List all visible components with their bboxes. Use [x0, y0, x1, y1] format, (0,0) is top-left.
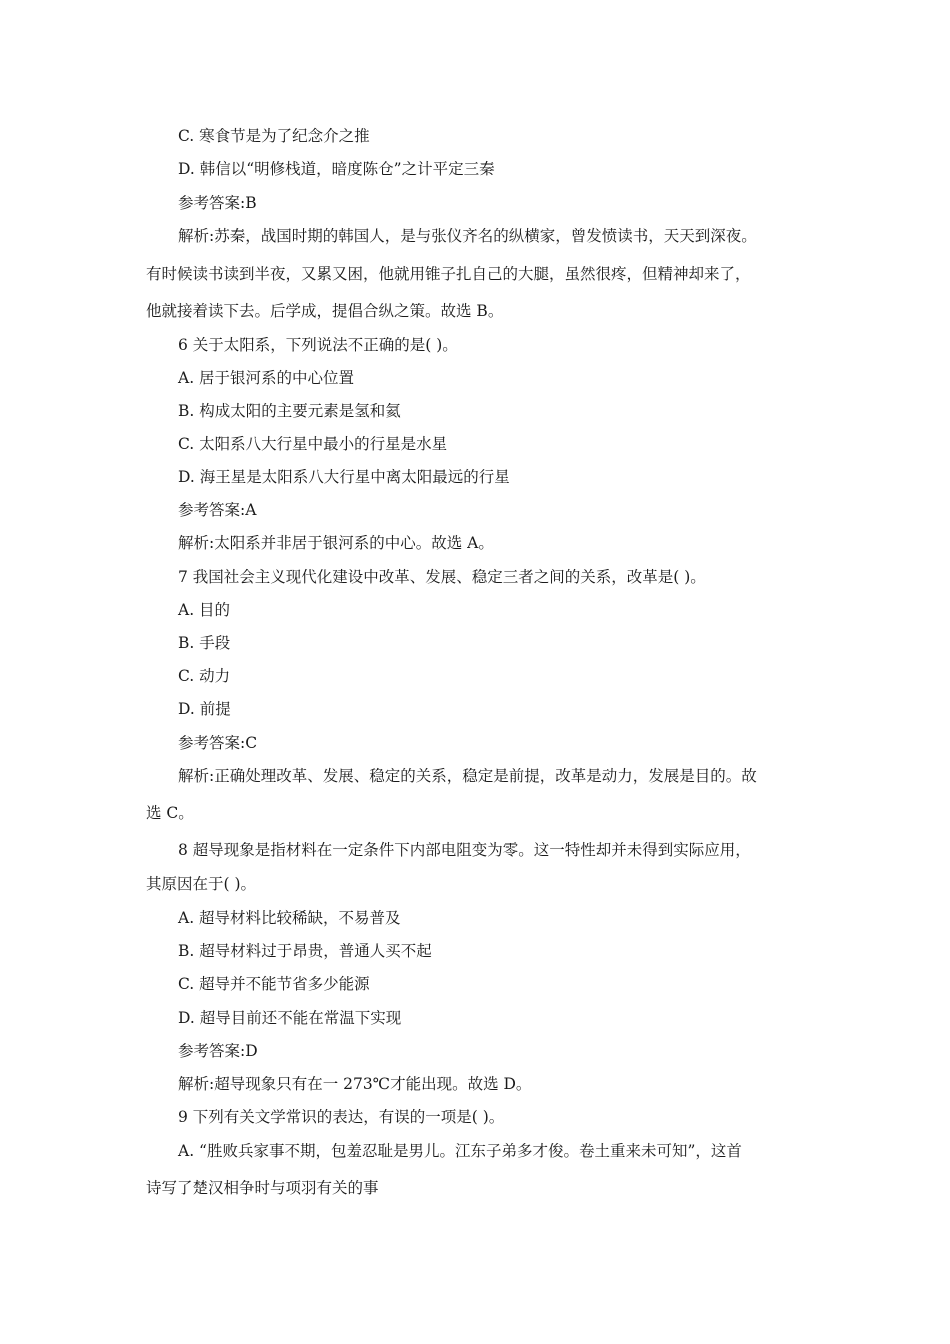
q8-stem-line-2: 其原因在于( )。	[146, 875, 257, 893]
q8-stem-line-1: 8 超导现象是指材料在一定条件下内部电阻变为零。这一特性却并未得到实际应用，	[178, 841, 751, 859]
q7-analysis-line-1: 解析:正确处理改革、发展、稳定的关系，稳定是前提，改革是动力，发展是目的。故	[178, 767, 757, 785]
q7-stem: 7 我国社会主义现代化建设中改革、发展、稳定三者之间的关系，改革是( )。	[178, 568, 706, 586]
q8-option-c: C. 超导并不能节省多少能源	[178, 975, 370, 993]
q5-analysis-line-2: 有时候读书读到半夜，又累又困，他就用锥子扎自己的大腿，虽然很疼，但精神却来了，	[146, 265, 751, 283]
q7-option-d: D. 前提	[178, 700, 231, 718]
q8-analysis: 解析:超导现象只有在一 273℃才能出现。故选 D。	[178, 1075, 532, 1093]
q6-option-c: C. 太阳系八大行星中最小的行星是水星	[178, 435, 448, 453]
q6-option-a: A. 居于银河系的中心位置	[178, 369, 355, 387]
q5-analysis-line-1: 解析:苏秦，战国时期的韩国人，是与张仪齐名的纵横家，曾发愤读书，天天到深夜。	[178, 227, 757, 245]
q6-option-b: B. 构成太阳的主要元素是氢和氦	[178, 402, 401, 420]
q7-option-c: C. 动力	[178, 667, 231, 685]
q7-option-a: A. 目的	[178, 601, 231, 619]
q8-answer: 参考答案:D	[178, 1042, 258, 1060]
q5-option-c: C. 寒食节是为了纪念介之推	[178, 127, 370, 145]
q8-option-d: D. 超导目前还不能在常温下实现	[178, 1009, 402, 1027]
q5-option-d: D. 韩信以“明修栈道，暗度陈仓”之计平定三秦	[178, 160, 495, 178]
q6-analysis: 解析:太阳系并非居于银河系的中心。故选 A。	[178, 534, 494, 552]
q7-option-b: B. 手段	[178, 634, 231, 652]
q6-option-d: D. 海王星是太阳系八大行星中离太阳最远的行星	[178, 468, 510, 486]
q6-answer: 参考答案:A	[178, 501, 257, 519]
q8-option-a: A. 超导材料比较稀缺，不易普及	[178, 909, 401, 927]
q5-analysis-line-3: 他就接着读下去。后学成，提倡合纵之策。故选 B。	[146, 302, 504, 320]
q7-analysis-line-2: 选 C。	[146, 804, 194, 822]
q7-answer: 参考答案:C	[178, 734, 258, 752]
q9-stem: 9 下列有关文学常识的表达，有误的一项是( )。	[178, 1108, 505, 1126]
q8-option-b: B. 超导材料过于昂贵，普通人买不起	[178, 942, 432, 960]
q5-answer: 参考答案:B	[178, 194, 257, 212]
q6-stem: 6 关于太阳系，下列说法不正确的是( )。	[178, 336, 458, 354]
q9-option-a-line-1: A. “胜败兵家事不期，包羞忍耻是男儿。江东子弟多才俊。卷土重来未可知”，这首	[178, 1142, 742, 1160]
q9-option-a-line-2: 诗写了楚汉相争时与项羽有关的事	[146, 1179, 379, 1197]
